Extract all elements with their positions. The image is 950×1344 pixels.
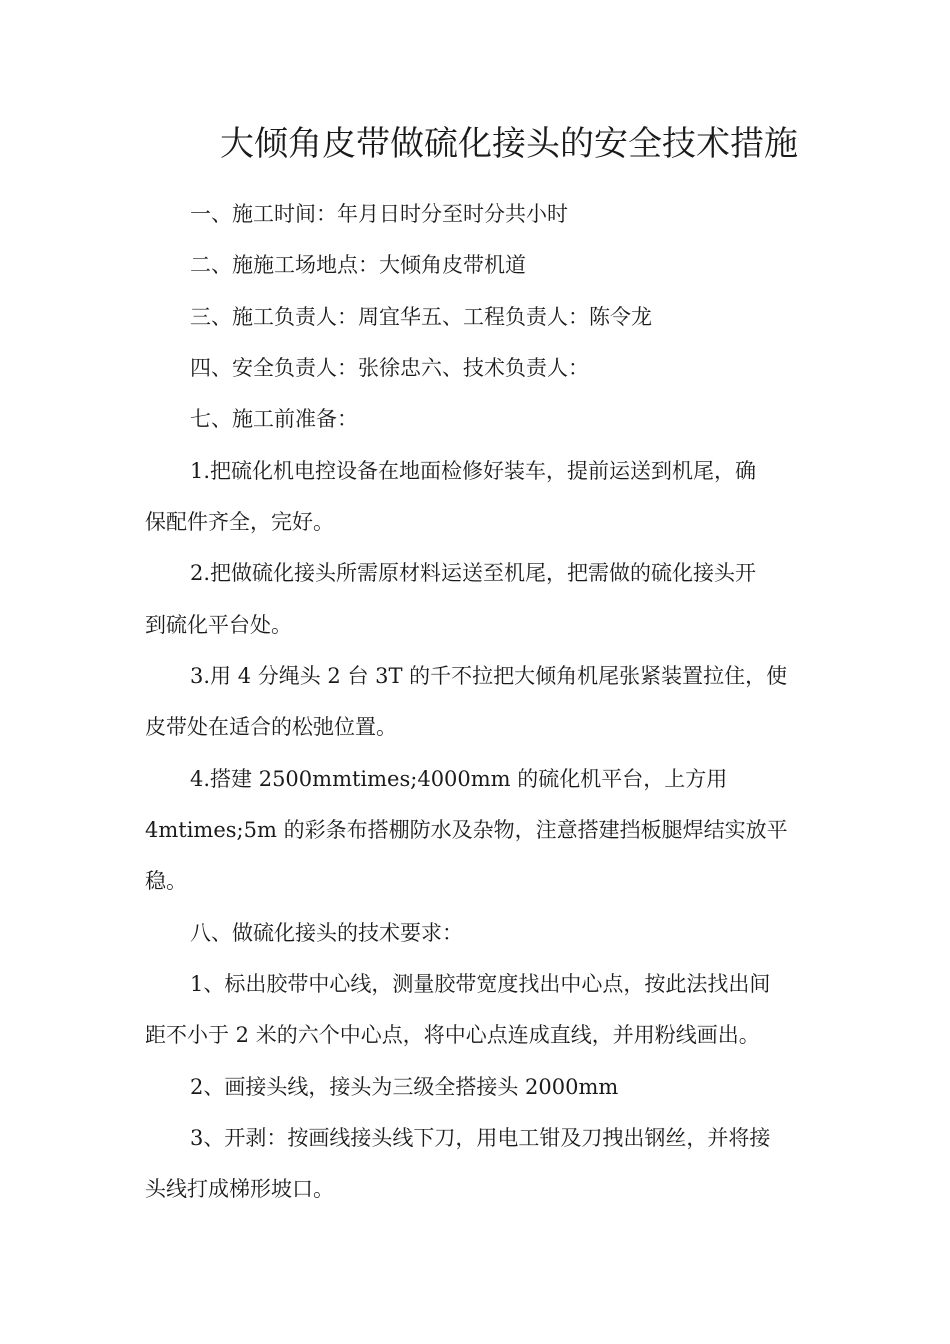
text-line: 4.搭建 2500mmtimes;4000mm 的硫化机平台，上方用 xyxy=(190,767,728,791)
text-line: 保配件齐全，完好。 xyxy=(145,510,334,534)
text-line: 4mtimes;5m 的彩条布搭棚防水及杂物，注意搭建挡板腿焊结实放平 xyxy=(145,818,788,842)
text-line: 2.把做硫化接头所需原材料运送至机尾，把需做的硫化接头开 xyxy=(190,561,757,585)
text-line: 四、安全负责人：张徐忠六、技术负责人： xyxy=(190,356,589,380)
text-line: 头线打成梯形坡口。 xyxy=(145,1177,334,1201)
text-line: 皮带处在适合的松弛位置。 xyxy=(145,715,397,739)
text-line: 稳。 xyxy=(145,869,187,893)
text-line: 到硫化平台处。 xyxy=(145,613,292,637)
text-line: 八、做硫化接头的技术要求： xyxy=(190,921,463,945)
text-line: 2、画接头线，接头为三级全搭接头 2000mm xyxy=(190,1075,619,1099)
text-line: 距不小于 2 米的六个中心点，将中心点连成直线，并用粉线画出。 xyxy=(145,1023,760,1047)
text-line: 三、施工负责人：周宜华五、工程负责人：陈令龙 xyxy=(190,305,652,329)
document-title: 大倾角皮带做硫化接头的安全技术措施 xyxy=(220,124,798,164)
text-line: 3.用 4 分绳头 2 台 3T 的千不拉把大倾角机尾张紧装置拉住，使 xyxy=(190,664,788,688)
text-line: 二、施施工场地点：大倾角皮带机道 xyxy=(190,253,526,277)
text-line: 七、施工前准备： xyxy=(190,407,358,431)
text-line: 3、开剥：按画线接头线下刀，用电工钳及刀拽出钢丝，并将接 xyxy=(190,1126,771,1150)
text-line: 1.把硫化机电控设备在地面检修好装车，提前运送到机尾，确 xyxy=(190,459,757,483)
text-line: 一、施工时间：年月日时分至时分共小时 xyxy=(190,202,568,226)
text-line: 1、标出胶带中心线，测量胶带宽度找出中心点，按此法找出间 xyxy=(190,972,771,996)
